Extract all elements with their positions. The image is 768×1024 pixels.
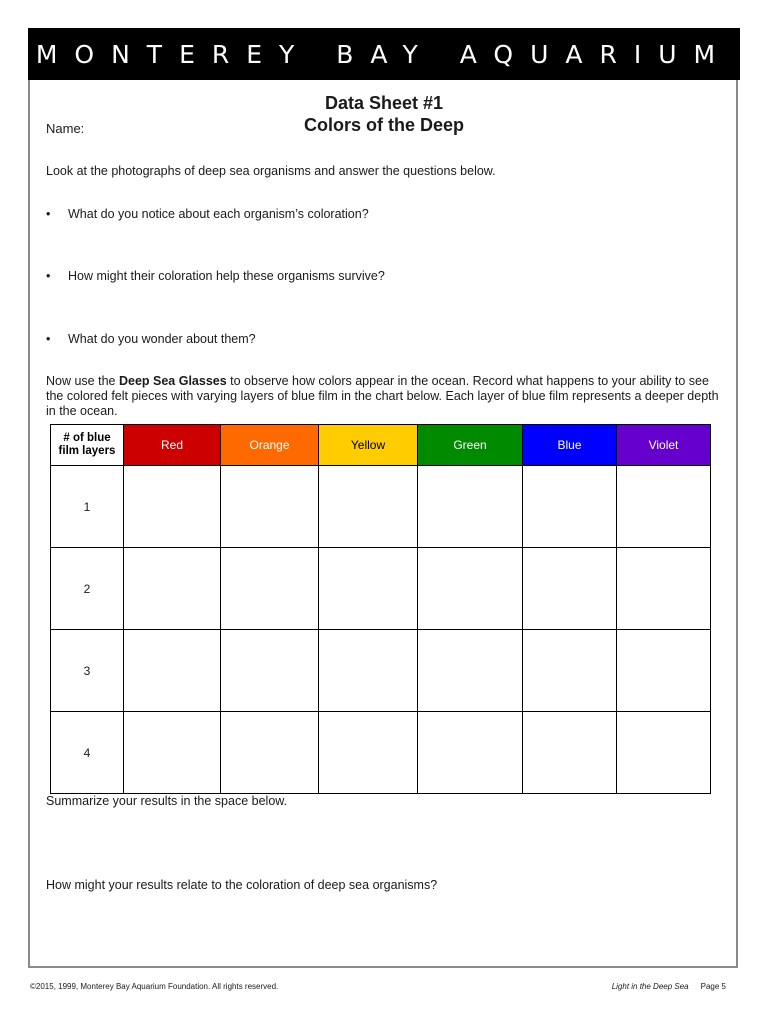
layer-count-cell: 4 (51, 712, 124, 794)
title-line-1: Data Sheet #1 (324, 93, 444, 113)
color-header-green: Green (418, 425, 523, 466)
deep-sea-glasses-term: Deep Sea Glasses (118, 374, 227, 388)
page-footer (612, 982, 726, 991)
observation-cell-green[interactable] (418, 712, 523, 794)
question-2 (46, 269, 385, 283)
table-row (51, 548, 711, 630)
question-3 (46, 332, 256, 346)
table-header-row (51, 425, 711, 466)
observation-cell-orange[interactable] (221, 466, 319, 548)
observation-cell-yellow[interactable] (319, 548, 418, 630)
bullet-icon: • (46, 207, 51, 221)
bullet-icon: • (46, 269, 51, 283)
results-table (50, 424, 711, 794)
copyright-footer: ©2015, 1999, Monterey Bay Aquarium Foundation. All rights reserved. (30, 982, 279, 991)
observation-cell-yellow[interactable] (319, 630, 418, 712)
summarize-prompt: Summarize your results in the space below. (46, 794, 288, 808)
instructions-after: to observe how colors appear in the ocean. Record what happens to your ability to see the colored felt pieces with varying layers of blue film in the chart below. Each layer of blue film represents a deeper depth in the ocean. (46, 374, 719, 418)
observation-cell-green[interactable] (418, 630, 523, 712)
color-header-yellow: Yellow (319, 425, 418, 466)
table-row (51, 712, 711, 794)
observation-cell-yellow[interactable] (319, 712, 418, 794)
bullet-icon: • (46, 332, 51, 346)
color-header-orange: Orange (221, 425, 319, 466)
observation-cell-violet[interactable] (617, 712, 711, 794)
table-row (51, 630, 711, 712)
table-row (51, 466, 711, 548)
layer-count-cell: 2 (51, 548, 124, 630)
instructions-text (46, 374, 726, 419)
question-2-text: How might their coloration help these organisms survive? (68, 269, 385, 283)
layer-count-cell: 1 (51, 466, 124, 548)
instructions-before: Now use the (46, 374, 119, 388)
page-title (0, 92, 768, 136)
observation-cell-violet[interactable] (617, 548, 711, 630)
relate-prompt: How might your results relate to the coloration of deep sea organisms? (46, 878, 438, 892)
name-label: Name: (46, 121, 85, 136)
color-header-violet: Violet (617, 425, 711, 466)
observation-cell-orange[interactable] (221, 548, 319, 630)
observation-cell-red[interactable] (124, 712, 221, 794)
question-3-text: What do you wonder about them? (68, 332, 256, 346)
observation-cell-green[interactable] (418, 466, 523, 548)
observation-cell-red[interactable] (124, 548, 221, 630)
observation-cell-blue[interactable] (523, 712, 617, 794)
film-layers-header: # of blue film layers (51, 425, 124, 466)
layer-count-cell: 3 (51, 630, 124, 712)
unit-title: Light in the Deep Sea (611, 982, 689, 991)
observation-cell-blue[interactable] (523, 466, 617, 548)
aquarium-banner: MONTEREY BAY AQUARIUM (28, 28, 740, 80)
question-1 (46, 207, 369, 221)
observation-cell-red[interactable] (124, 630, 221, 712)
observation-cell-violet[interactable] (617, 630, 711, 712)
observation-cell-orange[interactable] (221, 630, 319, 712)
intro-text: Look at the photographs of deep sea organisms and answer the questions below. (46, 164, 496, 178)
title-line-2: Colors of the Deep (303, 115, 464, 135)
observation-cell-orange[interactable] (221, 712, 319, 794)
observation-cell-red[interactable] (124, 466, 221, 548)
color-header-red: Red (124, 425, 221, 466)
color-header-blue: Blue (523, 425, 617, 466)
observation-cell-blue[interactable] (523, 630, 617, 712)
observation-cell-blue[interactable] (523, 548, 617, 630)
observation-cell-yellow[interactable] (319, 466, 418, 548)
question-1-text: What do you notice about each organism’s coloration? (68, 207, 369, 221)
page-number: Page 5 (700, 982, 726, 991)
observation-cell-violet[interactable] (617, 466, 711, 548)
observation-cell-green[interactable] (418, 548, 523, 630)
